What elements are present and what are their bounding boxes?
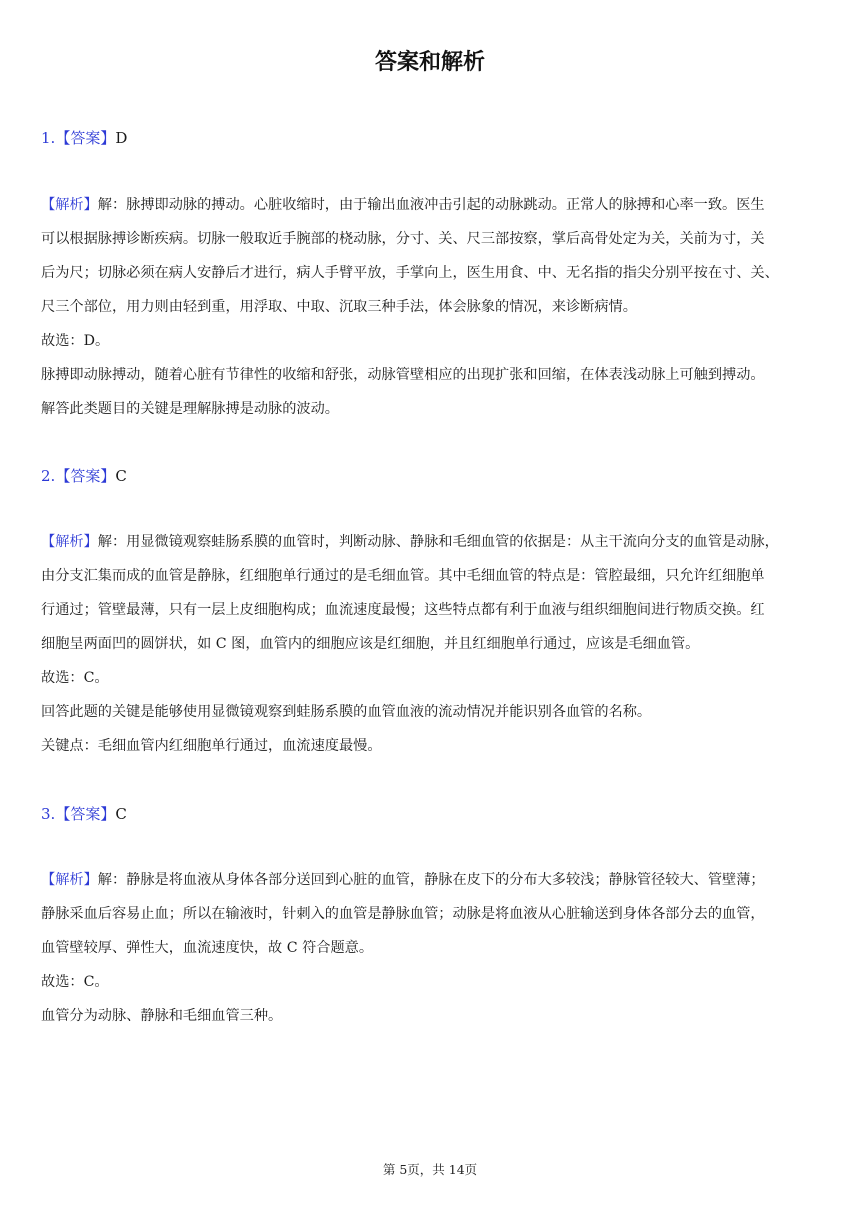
analysis-line: 行通过；管壁最薄，只有一层上皮细胞构成；血流速度最慢；这些特点都有利于血液与组织细胞间进行物质交换。红 <box>41 602 765 618</box>
question-number: 3. <box>41 805 56 823</box>
analysis-line: 解答此类题目的关键是理解脉搏是动脉的波动。 <box>41 401 339 417</box>
analysis-line: 静脉采血后容易止血；所以在输液时，针刺入的血管是静脉血管；动脉是将血液从心脏输送到身体各部分去的血管， <box>41 906 765 922</box>
answer-tag: 【答案】 <box>55 467 116 485</box>
analysis-line: 后为尺；切脉必须在病人安静后才进行，病人手臂平放，手掌向上，医生用食、中、无名指的指尖分别平按在寸、关、 <box>41 265 779 281</box>
answer-value: C <box>115 467 127 485</box>
analysis-line: 可以根据脉搏诊断疾病。切脉一般取近手腕部的桡动脉，分寸、关、尺三部按察，掌后高骨处定为关，关前为寸，关 <box>41 231 765 247</box>
analysis-line: 故选：C。 <box>41 974 109 990</box>
analysis-q2 <box>41 525 821 763</box>
analysis-line <box>41 525 821 559</box>
answer-line-q1 <box>41 127 127 149</box>
analysis-line: 关键点：毛细血管内红细胞单行通过，血流速度最慢。 <box>41 738 382 754</box>
question-number: 2. <box>41 467 56 485</box>
analysis-line: 故选：C。 <box>41 670 109 686</box>
question-number: 1. <box>41 129 56 147</box>
analysis-tag: 【解析】 <box>41 197 98 213</box>
answer-line-q3 <box>41 803 127 825</box>
analysis-line: 由分支汇集而成的血管是静脉，红细胞单行通过的是毛细血管。其中毛细血管的特点是：管腔最细，只允许红细胞单 <box>41 568 765 584</box>
analysis-tag: 【解析】 <box>41 872 98 888</box>
analysis-line <box>41 863 821 897</box>
page-title: 答案和解析 <box>374 50 485 75</box>
analysis-line: 尺三个部位，用力则由轻到重，用浮取、中取、沉取三种手法，体会脉象的情况，来诊断病情。 <box>41 299 637 315</box>
analysis-text: 解：静脉是将血液从身体各部分送回到心脏的血管，静脉在皮下的分布大多较浅；静脉管径较大、管壁薄； <box>97 872 765 888</box>
analysis-q1 <box>41 188 821 426</box>
page-footer: 第 5页，共 14页 <box>382 1162 478 1177</box>
answer-value: D <box>115 129 128 147</box>
answer-tag: 【答案】 <box>55 805 116 823</box>
analysis-q3 <box>41 863 821 1033</box>
analysis-line: 细胞呈两面凹的圆饼状，如 C 图，血管内的细胞应该是红细胞，并且红细胞单行通过，应该是毛细血管。 <box>41 636 700 652</box>
answer-value: C <box>115 805 127 823</box>
analysis-line: 故选：D。 <box>41 333 110 349</box>
analysis-text: 解：脉搏即动脉的搏动。心脏收缩时，由于输出血液冲击引起的动脉跳动。正常人的脉搏和心率一致。医生 <box>97 197 765 213</box>
analysis-line: 脉搏即动脉搏动，随着心脏有节律性的收缩和舒张，动脉管壁相应的出现扩张和回缩，在体表浅动脉上可触到搏动。 <box>41 367 765 383</box>
analysis-tag: 【解析】 <box>41 534 98 550</box>
analysis-text: 解：用显微镜观察蛙肠系膜的血管时，判断动脉、静脉和毛细血管的依据是：从主干流向分支的血管是动脉， <box>97 534 779 550</box>
analysis-line: 血管分为动脉、静脉和毛细血管三种。 <box>41 1008 283 1024</box>
answer-line-q2 <box>41 465 127 487</box>
analysis-line <box>41 188 821 222</box>
analysis-line: 血管壁较厚、弹性大，血流速度快，故 C 符合题意。 <box>41 940 374 956</box>
analysis-line: 回答此题的关键是能够使用显微镜观察到蛙肠系膜的血管血液的流动情况并能识别各血管的名称。 <box>41 704 652 720</box>
answer-tag: 【答案】 <box>55 129 116 147</box>
